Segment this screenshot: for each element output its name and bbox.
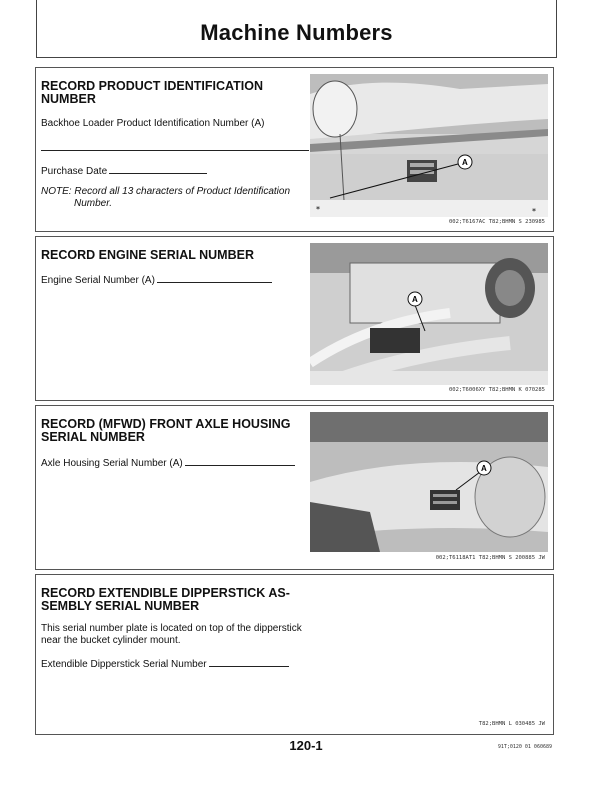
svg-text:*: * — [532, 207, 536, 216]
callout-a: A — [462, 158, 468, 167]
section-title: RECORD EXTENDIBLE DIPPERSTICK AS-SEMBLY SERIAL NUMBER — [41, 586, 290, 613]
section-title: RECORD ENGINE SERIAL NUMBER — [41, 248, 254, 262]
dipperstick-serial-row — [41, 657, 289, 671]
section-title: RECORD PRODUCT IDENTIFICATION NUMBER — [41, 79, 263, 106]
purchase-date-line[interactable] — [109, 164, 207, 174]
axle-serial-label: Axle Housing Serial Number (A) — [41, 458, 183, 469]
axle-serial-row — [41, 456, 295, 470]
pin-entry-line[interactable] — [41, 141, 309, 151]
page-title-box — [36, 0, 557, 58]
axle-serial-line[interactable] — [185, 456, 295, 466]
note-line-1: Record all 13 characters of Product Identification — [74, 186, 291, 197]
callout-a: A — [412, 295, 418, 304]
section-caption: T82;BHMN L 030485 JW — [478, 721, 545, 727]
purchase-date-label: Purchase Date — [41, 166, 108, 177]
section-axle-serial — [35, 405, 554, 570]
note — [41, 186, 311, 210]
purchase-date-row — [41, 164, 207, 178]
page-title: Machine Numbers — [200, 20, 393, 45]
dipperstick-body-line-1: This serial number plate is located on top of the dipperstick — [41, 623, 302, 634]
page-number: 120-1 — [289, 738, 323, 753]
pin-label: Backhoe Loader Product Identification Number (A) — [41, 118, 265, 129]
section-engine-serial — [35, 236, 554, 401]
engine-serial-row — [41, 273, 272, 287]
photo-caption: 002;T6118AT1 T82;BHMN S 200885 JW — [435, 555, 545, 561]
photo-caption: 002;T6006XY T82;BHMN K 070285 — [448, 387, 545, 393]
note-line-2: Number. — [74, 198, 112, 209]
section-dipperstick-serial — [35, 574, 554, 735]
product-id-photo — [310, 74, 548, 217]
dipperstick-serial-line[interactable] — [209, 657, 289, 667]
engine-serial-photo — [310, 243, 548, 385]
engine-serial-line[interactable] — [157, 273, 272, 283]
section-product-id — [35, 67, 554, 232]
axle-serial-photo — [310, 412, 548, 552]
doc-code: 91T;0120 01 060689 — [497, 744, 552, 750]
section-title: RECORD (MFWD) FRONT AXLE HOUSING SERIAL NUMBER — [41, 417, 291, 444]
dipperstick-serial-label: Extendible Dipperstick Serial Number — [41, 659, 207, 670]
svg-text:*: * — [316, 205, 320, 214]
callout-a: A — [481, 464, 487, 473]
engine-serial-label: Engine Serial Number (A) — [41, 275, 155, 286]
dipperstick-body-line-2: near the bucket cylinder mount. — [41, 635, 181, 646]
photo-caption: 002;T6167AC T82;BHMN S 230985 — [448, 219, 545, 225]
note-prefix: NOTE: — [41, 186, 72, 197]
